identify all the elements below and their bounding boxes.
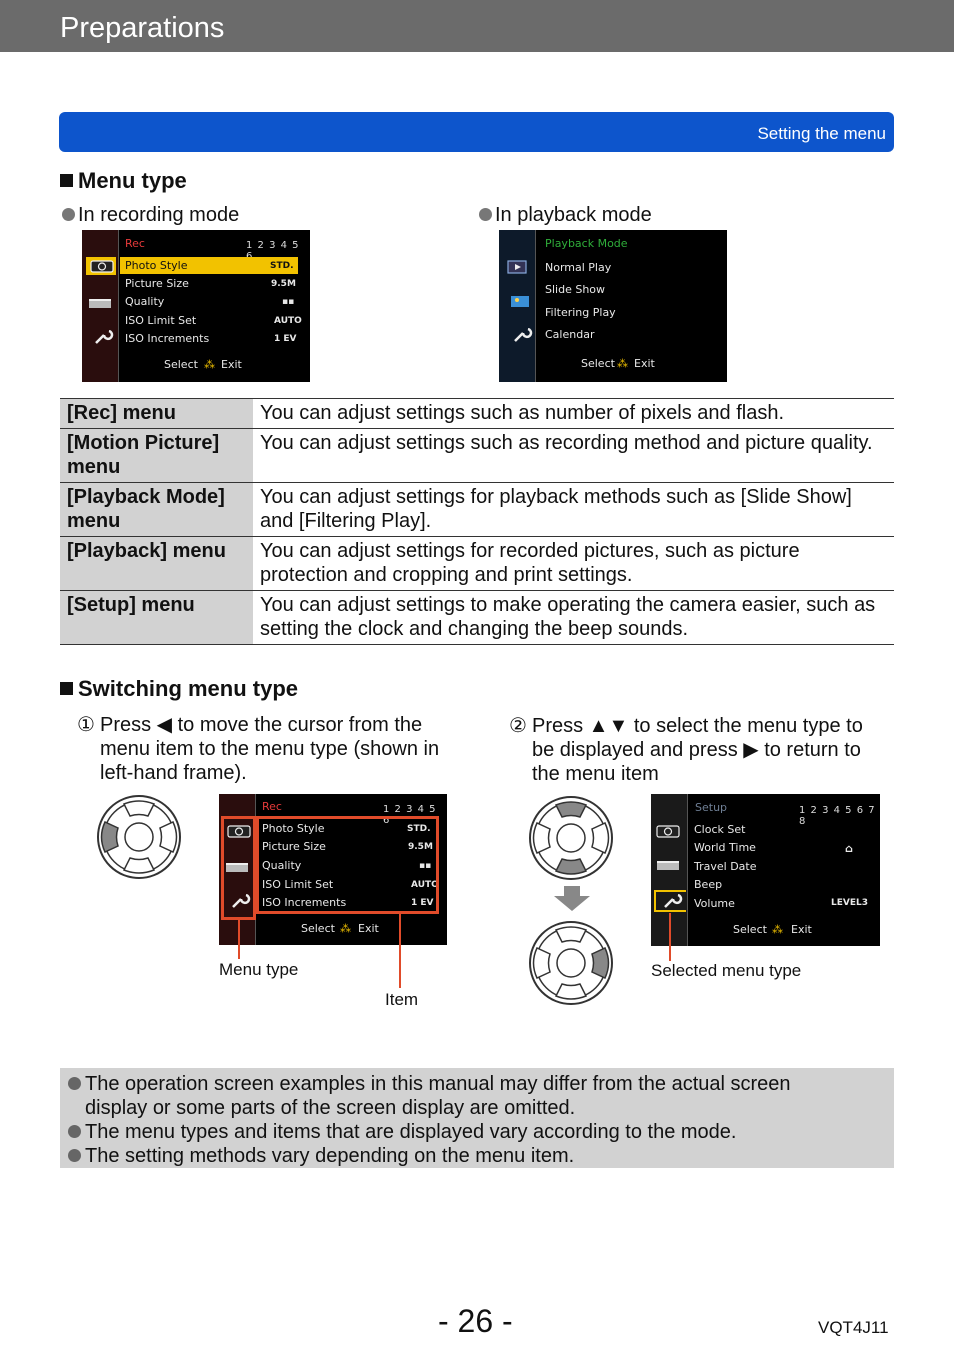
table-row bbox=[60, 537, 894, 591]
switching-heading: Switching menu type bbox=[60, 676, 298, 702]
menu-desc-cell: You can adjust settings for playback methods such as [Slide Show] and [Filtering Play]. bbox=[253, 483, 894, 537]
step-1: ① Press ◀ to move the cursor from the menu item to the menu type (shown in left-hand frame). bbox=[77, 714, 440, 784]
playback-mode-label: In playback mode bbox=[479, 204, 652, 227]
joystick-icon: ⁂ bbox=[204, 358, 215, 371]
playback-icon bbox=[509, 294, 533, 308]
menu-type-frame bbox=[221, 816, 256, 920]
wrench-icon bbox=[659, 894, 683, 908]
cursor-button-left-pressed-icon bbox=[96, 794, 182, 880]
note-item: The menu types and items that are displayed vary according to the mode. bbox=[68, 1120, 878, 1144]
table-row bbox=[60, 591, 894, 645]
bullet-icon bbox=[68, 1125, 81, 1138]
menu-desc-cell: You can adjust settings such as recording method and picture quality. bbox=[253, 429, 894, 483]
menu-description-table bbox=[60, 398, 894, 645]
rec-menu-screen: Rec 1 2 3 4 5 Photo Style STD. Picture Size 9.5M Quality ▪▪ ISO Limit Set AUTO ISO Increments 1 EV Select ⁂ Exit bbox=[82, 230, 310, 382]
playback-menu-screen: Playback Mode Normal Play Slide Show Filtering Play Calendar Select ⁂ Exit bbox=[499, 230, 727, 382]
wrench-icon bbox=[509, 328, 533, 342]
joystick-icon: ⁂ bbox=[772, 923, 783, 936]
motion-picture-icon bbox=[88, 296, 112, 310]
selected-menu-type-callout: Selected menu type bbox=[651, 961, 802, 980]
menu-name-cell: [Playback Mode] menu bbox=[60, 483, 253, 537]
section-banner bbox=[59, 112, 894, 152]
page-title: Preparations bbox=[60, 12, 225, 44]
cursor-button-up-down-pressed-icon bbox=[528, 795, 614, 881]
callout-line bbox=[238, 919, 240, 959]
square-bullet-icon bbox=[60, 174, 73, 187]
menu-name-cell: [Playback] menu bbox=[60, 537, 253, 591]
camera-icon bbox=[90, 259, 114, 273]
menu-name-cell: [Rec] menu bbox=[60, 399, 253, 429]
page-number: - 26 - bbox=[438, 1303, 513, 1339]
item-frame bbox=[256, 816, 439, 914]
table-row bbox=[60, 399, 894, 429]
notes-box bbox=[60, 1068, 894, 1168]
step-2: ② Press ▲▼ to select the menu type to be displayed and press ▶ to return to the menu item bbox=[509, 715, 863, 785]
item-callout: Item bbox=[385, 990, 419, 1009]
menu-desc-cell: You can adjust settings such as number of pixels and flash. bbox=[253, 399, 894, 429]
wrench-icon bbox=[90, 330, 114, 344]
motion-picture-icon bbox=[656, 858, 680, 872]
home-icon: ⌂ bbox=[845, 842, 853, 855]
menu-name-cell: [Setup] menu bbox=[60, 591, 253, 645]
down-arrow-icon bbox=[553, 886, 591, 912]
step1-rec-screen: Rec 1 2 3 4 5 6 Photo Style STD. Picture Size 9.5M Quality ▪▪ ISO Limit Set AUTO ISO Increments 1 EV Select ⁂ Exit bbox=[219, 794, 447, 945]
joystick-icon: ⁂ bbox=[617, 357, 628, 370]
bullet-icon bbox=[68, 1149, 81, 1162]
callout-line bbox=[399, 913, 401, 988]
square-bullet-icon bbox=[60, 682, 73, 695]
menu-name-cell: [Motion Picture] menu bbox=[60, 429, 253, 483]
bullet-icon bbox=[479, 208, 492, 221]
table-row bbox=[60, 429, 894, 483]
note-item: The setting methods vary depending on the menu item. bbox=[68, 1144, 878, 1168]
menu-type-heading: Menu type bbox=[60, 168, 187, 194]
joystick-icon: ⁂ bbox=[340, 922, 351, 935]
camera-icon bbox=[656, 824, 680, 838]
quality-icon: ▪▪ bbox=[282, 297, 295, 307]
note-item: The operation screen examples in this manual may differ from the actual screen display or some parts of the screen display are omitted. bbox=[68, 1072, 858, 1120]
document-code: VQT4J11 bbox=[818, 1318, 889, 1337]
playback-mode-icon bbox=[507, 260, 531, 274]
menu-desc-cell: You can adjust settings to make operating the camera easier, such as setting the clock and changing the beep sounds. bbox=[253, 591, 894, 645]
menu-desc-cell: You can adjust settings for recorded pictures, such as picture protection and cropping and print settings. bbox=[253, 537, 894, 591]
setup-menu-screen: Setup 1 2 3 4 5 6 7 8 Clock Set World Time ⌂ Travel Date Beep Volume LEVEL3 Select ⁂ Exit bbox=[651, 794, 880, 946]
section-banner-label: Setting the menu bbox=[757, 124, 886, 143]
recording-mode-label: In recording mode bbox=[62, 204, 239, 227]
table-row bbox=[60, 483, 894, 537]
quality-icon: ▪▪ bbox=[419, 861, 432, 871]
bullet-icon bbox=[68, 1077, 81, 1090]
bullet-icon bbox=[62, 208, 75, 221]
menu-type-callout: Menu type bbox=[219, 960, 299, 979]
cursor-button-right-pressed-icon bbox=[528, 920, 614, 1006]
callout-line bbox=[669, 913, 671, 961]
